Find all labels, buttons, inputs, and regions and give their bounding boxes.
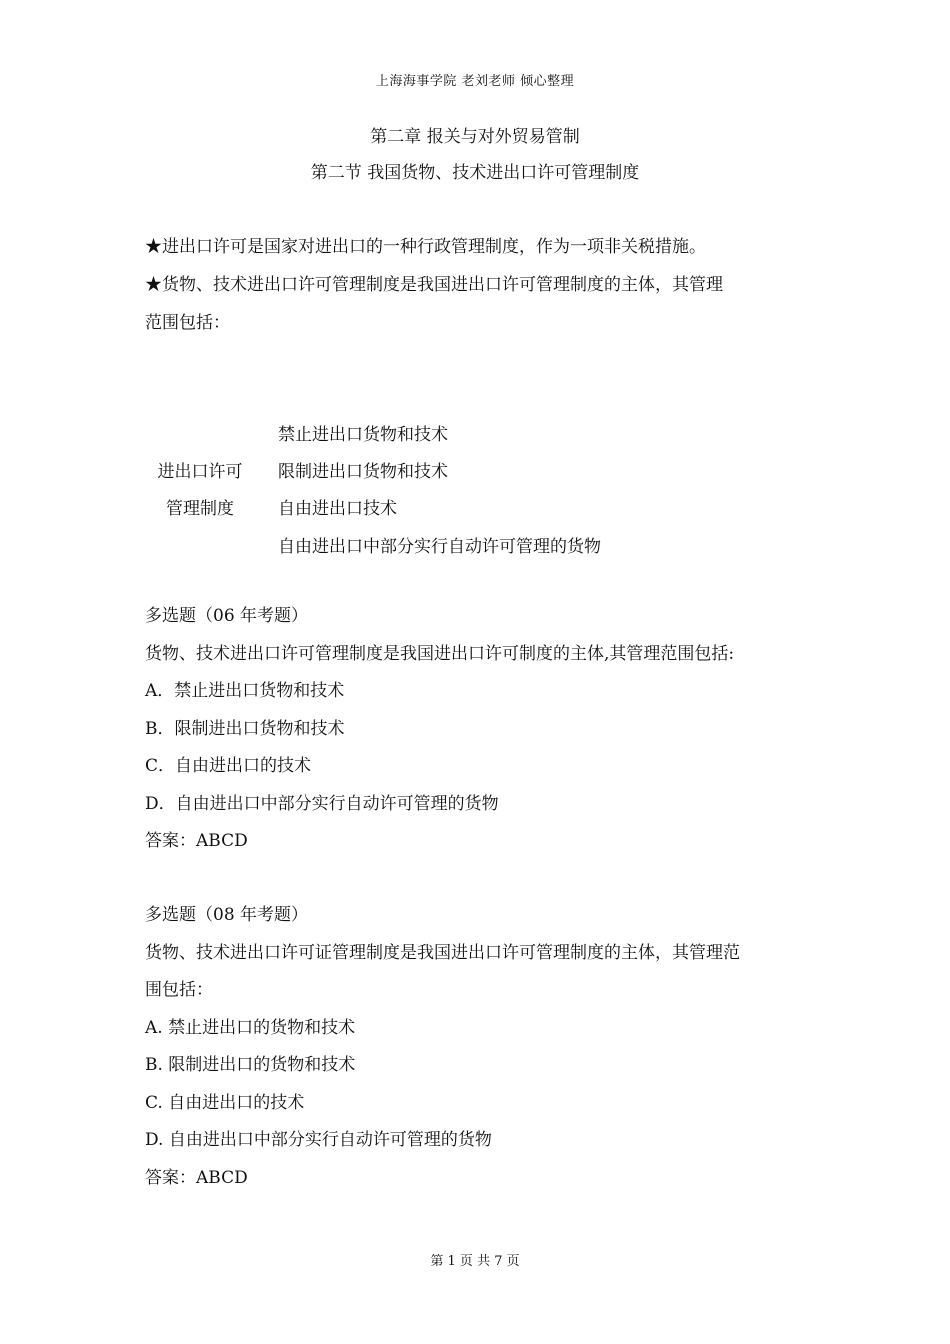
option-b: B. 限制进出口的货物和技术 xyxy=(145,1055,356,1075)
intro-line-3: 范围包括： xyxy=(145,313,230,333)
question-2 xyxy=(145,897,815,1197)
diagram-left-label-1: 进出口许可 xyxy=(157,462,243,482)
diagram-item: 自由进出口技术 xyxy=(278,499,397,519)
page-header: 上海海事学院 老刘老师 倾心整理 xyxy=(375,74,575,89)
answer: 答案：ABCD xyxy=(145,831,248,851)
page-footer: 第 1 页 共 7 页 xyxy=(430,1254,520,1269)
diagram-item: 禁止进出口货物和技术 xyxy=(278,425,448,445)
question-type: 多选题（08 年考题） xyxy=(145,905,309,925)
question-stem: 货物、技术进出口许可管理制度是我国进出口许可制度的主体,其管理范围包括: xyxy=(145,643,735,664)
diagram-item: 自由进出口中部分实行自动许可管理的货物 xyxy=(278,537,601,557)
option-a: A．禁止进出口货物和技术 xyxy=(145,681,345,701)
option-c: C. 自由进出口的技术 xyxy=(145,1092,305,1113)
option-d: D．自由进出口中部分实行自动许可管理的货物 xyxy=(145,793,499,814)
diagram-left-label-2: 管理制度 xyxy=(166,499,234,519)
option-d: D. 自由进出口中部分实行自动许可管理的货物 xyxy=(145,1130,492,1150)
question-1 xyxy=(145,598,815,861)
question-type: 多选题（06 年考题） xyxy=(145,606,309,626)
answer: 答案：ABCD xyxy=(145,1167,248,1188)
question-stem-line-2: 围包括： xyxy=(145,980,213,1000)
chapter-title: 第二章 报关与对外贸易管制 xyxy=(370,127,580,147)
intro-paragraph xyxy=(145,228,815,342)
question-stem-line-1: 货物、技术进出口许可证管理制度是我国进出口许可管理制度的主体，其管理范 xyxy=(145,942,740,963)
option-c: C．自由进出口的技术 xyxy=(145,756,312,776)
option-a: A. 禁止进出口的货物和技术 xyxy=(145,1017,356,1038)
intro-line-2: ★货物、技术进出口许可管理制度是我国进出口许可管理制度的主体，其管理 xyxy=(145,275,723,295)
section-title: 第二节 我国货物、技术进出口许可管理制度 xyxy=(310,163,640,183)
option-b: B．限制进出口货物和技术 xyxy=(145,718,345,739)
diagram-item: 限制进出口货物和技术 xyxy=(278,462,448,482)
intro-line-1: ★进出口许可是国家对进出口的一种行政管理制度，作为一项非关税措施。 xyxy=(145,237,706,257)
